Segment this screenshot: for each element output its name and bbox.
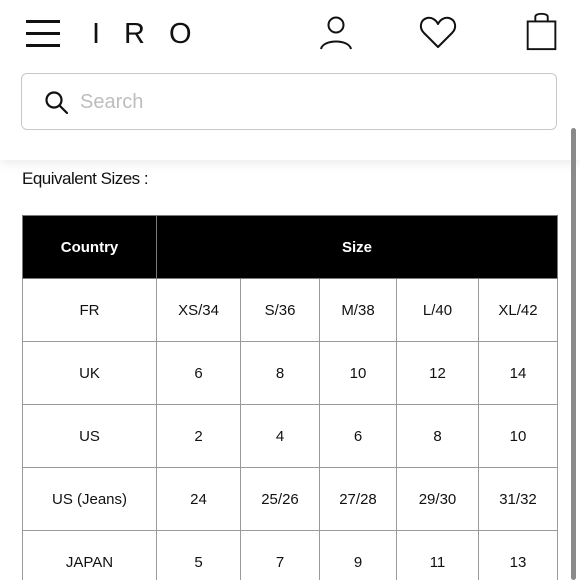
size-cell: 11 <box>397 531 479 580</box>
size-cell: 5 <box>157 531 241 580</box>
size-header: Size <box>157 216 558 279</box>
size-cell: M/38 <box>320 279 397 342</box>
size-cell: 6 <box>320 405 397 468</box>
size-cell: 31/32 <box>479 468 558 531</box>
size-cell: S/36 <box>241 279 320 342</box>
size-cell: 6 <box>157 342 241 405</box>
size-cell: 9 <box>320 531 397 580</box>
table-row <box>23 468 558 531</box>
header <box>0 0 580 160</box>
table-row <box>23 405 558 468</box>
country-header: Country <box>23 216 157 279</box>
search-icon[interactable] <box>44 90 70 116</box>
size-cell: 8 <box>397 405 479 468</box>
table-row <box>23 531 558 580</box>
table-header-row <box>23 216 558 279</box>
shopping-bag-icon[interactable] <box>522 10 562 50</box>
table-row <box>23 342 558 405</box>
logo[interactable]: IRO <box>92 18 216 50</box>
search-input[interactable] <box>80 84 540 120</box>
size-cell: 24 <box>157 468 241 531</box>
country-cell: US <box>23 405 157 468</box>
user-icon[interactable] <box>316 12 356 52</box>
table-row <box>23 279 558 342</box>
size-table <box>22 215 558 580</box>
size-cell: L/40 <box>397 279 479 342</box>
heart-icon[interactable] <box>418 12 458 52</box>
size-cell: 13 <box>479 531 558 580</box>
size-cell: 4 <box>241 405 320 468</box>
size-cell: XL/42 <box>479 279 558 342</box>
country-cell: US (Jeans) <box>23 468 157 531</box>
size-cell: 25/26 <box>241 468 320 531</box>
size-cell: 8 <box>241 342 320 405</box>
country-cell: JAPAN <box>23 531 157 580</box>
country-cell: UK <box>23 342 157 405</box>
size-cell: 10 <box>320 342 397 405</box>
search-box <box>21 73 557 130</box>
size-cell: 2 <box>157 405 241 468</box>
section-title: Equivalent Sizes : <box>22 169 149 188</box>
scrollbar[interactable] <box>571 128 576 580</box>
size-cell: 14 <box>479 342 558 405</box>
size-cell: XS/34 <box>157 279 241 342</box>
size-cell: 7 <box>241 531 320 580</box>
menu-icon[interactable] <box>26 18 60 48</box>
size-cell: 12 <box>397 342 479 405</box>
size-cell: 10 <box>479 405 558 468</box>
country-cell: FR <box>23 279 157 342</box>
size-cell: 29/30 <box>397 468 479 531</box>
size-cell: 27/28 <box>320 468 397 531</box>
